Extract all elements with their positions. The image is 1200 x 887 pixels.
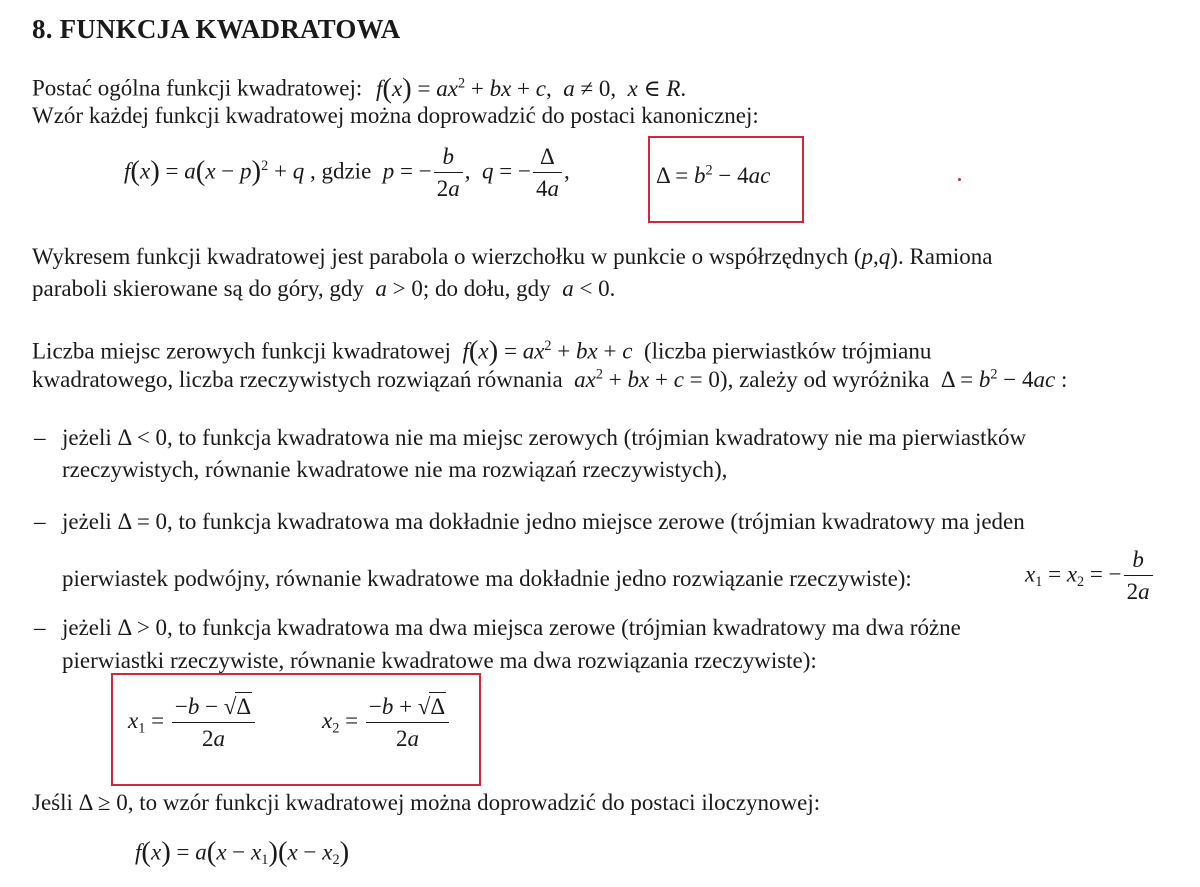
case-text: to funkcja kwadratowa ma dokładnie jedno miejsce zerowe (trójmian kwadratowy ma jeden bbox=[178, 509, 1025, 534]
general-form-formula: $f(x) = ax^2$ + bx + c, a ≠ 0, x ∈ R. bbox=[375, 72, 687, 104]
case-negative-line1 bbox=[62, 425, 1026, 451]
zeros-paragraph-line1: Liczba miejsc zerowych funkcji kwadratowej $f(x) = ax^2$ + bx + c (liczba pierwiastków trójmianu bbox=[32, 335, 932, 367]
root-x2-formula: $x_2$ = $\frac{-b + √\Delta}{2a}$ bbox=[322, 692, 451, 754]
case-text: to funkcja kwadratowa ma dwa miejsca zerowe (trójmian kwadratowy ma dwa różne bbox=[178, 615, 961, 640]
bullet-dash: – bbox=[34, 509, 46, 534]
fraction-q: $\frac{\Delta}{4a}$ bbox=[533, 143, 562, 204]
double-root-formula: $x_1 = x_2$ = − $\frac{b}{2a}$ bbox=[1025, 546, 1155, 607]
general-form-label: Postać ogólna funkcji kwadratowej: bbox=[32, 75, 363, 101]
vertex-paragraph-line1: Wykresem funkcji kwadratowej jest parabola o wierzchołku w punkcie o współrzędnych (p,q). Ramiona bbox=[32, 244, 993, 269]
zeros-text-c: kwadratowego, liczba rzeczywistych rozwiązań równania bbox=[32, 367, 563, 392]
case-zero-line1 bbox=[62, 509, 1025, 535]
red-dot-mark bbox=[958, 178, 961, 181]
case-condition: jeżeli Δ > 0, bbox=[62, 615, 173, 640]
product-form-formula: $f(x) = a(x - x_1)(x - x_2)$ bbox=[135, 836, 350, 868]
fraction-p: $\frac{b}{2a}$ bbox=[434, 143, 463, 204]
case-condition: jeżeli Δ = 0, bbox=[62, 509, 173, 534]
canonical-formula: $f(x) = a(x - p)^2 + q$ , gdzie p = − $\frac{b}{2a}$ , q = − $\frac{\Delta}{4a}$ , bbox=[124, 143, 570, 204]
general-form-line bbox=[32, 72, 686, 105]
canonical-intro: Wzór każdej funkcji kwadratowej można doprowadzić do postaci kanonicznej: bbox=[32, 103, 759, 128]
root-x1-formula: $x_1$ = $\frac{-b - √\Delta}{2a}$ bbox=[128, 692, 257, 754]
arms-up-text: paraboli skierowane są do góry, gdy bbox=[32, 276, 364, 301]
zeros-paragraph-line2: kwadratowego, liczba rzeczywistych rozwiązań równania $ax^2$ + bx + c = 0), zależy od wyróżnika $\Delta = b^2 - 4ac$ : bbox=[32, 366, 1068, 392]
case-positive-line2: pierwiastki rzeczywiste, równanie kwadratowe ma dwa rozwiązania rzeczywiste): bbox=[62, 648, 817, 673]
arms-down-text: ; do dołu, gdy bbox=[422, 276, 551, 301]
vertex-paragraph-line2: paraboli skierowane są do góry, gdy a > 0; do dołu, gdy a < 0. bbox=[32, 276, 616, 301]
vertex-text-end: . Ramiona bbox=[897, 244, 993, 269]
fraction-double-root: $\frac{b}{2a}$ bbox=[1124, 546, 1153, 607]
fraction-x2: $\frac{-b + √\Delta}{2a}$ bbox=[366, 692, 449, 754]
case-condition: jeżeli Δ < 0, bbox=[62, 425, 173, 450]
gdzie-text: , gdzie bbox=[309, 158, 372, 184]
section-title: 8. FUNKCJA KWADRATOWA bbox=[32, 14, 401, 44]
product-form-intro: Jeśli Δ ≥ 0, to wzór funkcji kwadratowej można doprowadzić do postaci iloczynowej: bbox=[32, 790, 821, 815]
case-negative-line2: rzeczywistych, równanie kwadratowe nie ma rozwiązań rzeczywistych), bbox=[62, 457, 728, 482]
zeros-text-a: Liczba miejsc zerowych funkcji kwadratowej bbox=[32, 338, 451, 364]
case-zero-line2: pierwiastek podwójny, równanie kwadratowe ma dokładnie jedno rozwiązanie rzeczywiste): bbox=[62, 566, 912, 591]
case-text: to funkcja kwadratowa nie ma miejsc zerowych (trójmian kwadratowy nie ma pierwiastków bbox=[178, 425, 1027, 450]
bullet-dash: – bbox=[34, 425, 46, 450]
vertex-text: Wykresem funkcji kwadratowej jest parabola o wierzchołku w punkcie o współrzędnych bbox=[32, 244, 849, 269]
bullet-dash: – bbox=[34, 615, 46, 640]
delta-formula: $\Delta = b^2 - 4ac$ bbox=[656, 162, 771, 188]
case-positive-line1 bbox=[62, 615, 961, 641]
zeros-text-b: (liczba pierwiastków trójmianu bbox=[643, 338, 932, 364]
zeros-text-d: ), zależy od wyróżnika bbox=[719, 367, 930, 392]
fraction-x1: $\frac{-b - √\Delta}{2a}$ bbox=[172, 692, 255, 754]
